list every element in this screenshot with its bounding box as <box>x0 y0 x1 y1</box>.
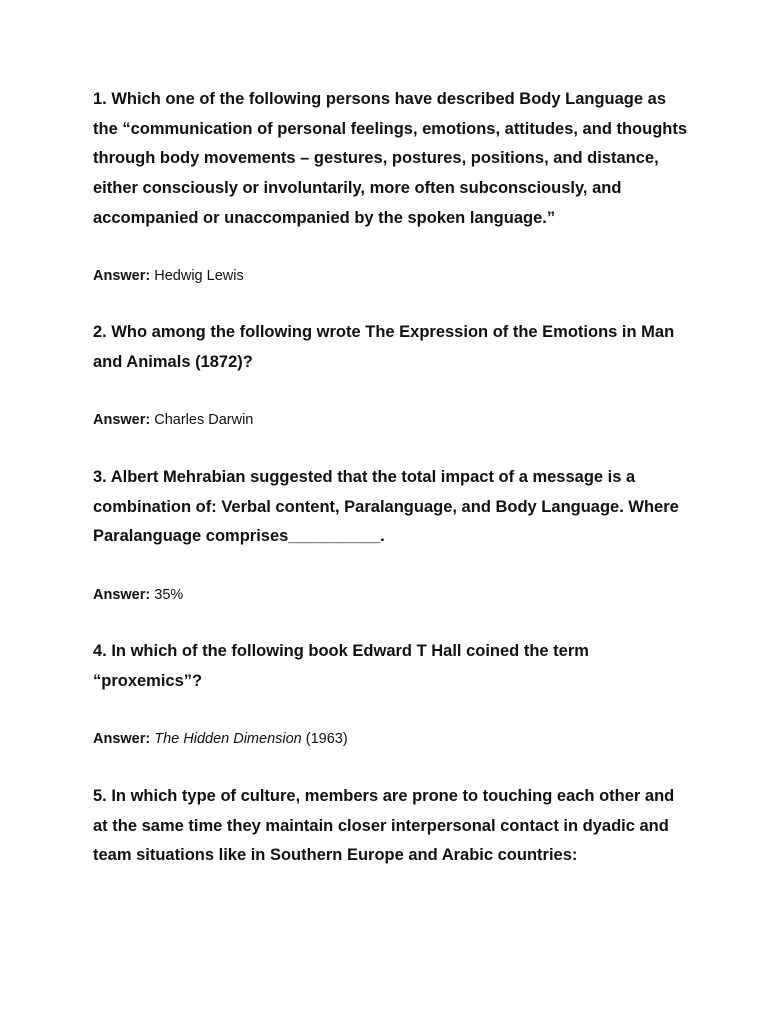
answer-3 <box>93 585 183 605</box>
question-3-text: 3. Albert Mehrabian suggested that the total impact of a message is a combination of: Verbal content, Paralanguage, and Body Language. Where Paralanguage comprises__________. <box>93 468 679 546</box>
question-2 <box>93 318 693 377</box>
question-5-text: 5. In which type of culture, members are prone to touching each other and at the same time they maintain closer interpersonal contact in dyadic and team situations like in Southern Europe and Arabic countries: <box>93 787 675 865</box>
answer-3-label: Answer: <box>93 587 151 603</box>
answer-1-label: Answer: <box>93 268 151 284</box>
answer-2-value: Charles Darwin <box>154 412 254 428</box>
answer-3-value: 35% <box>154 587 184 603</box>
answer-2-label: Answer: <box>93 412 151 428</box>
answer-1-value: Hedwig Lewis <box>154 268 244 284</box>
question-5 <box>93 782 693 871</box>
question-4-text: 4. In which of the following book Edward T Hall coined the term “proxemics”? <box>93 642 589 690</box>
answer-4-book-title: The Hidden Dimension <box>154 731 302 747</box>
answer-4 <box>93 729 348 749</box>
question-4 <box>93 637 693 696</box>
answer-4-year: (1963) <box>301 731 348 747</box>
answer-1 <box>93 266 244 286</box>
answer-2 <box>93 410 253 430</box>
question-1-text: 1. Which one of the following persons have described Body Language as the “communication of personal feelings, emotions, attitudes, and thoughts through body movements – gestures, postures, positions, and distance, either consciously or involuntarily, more often subconsciously, and accompanied or unaccompanied by the spoken language.” <box>93 90 688 227</box>
answer-4-label: Answer: <box>93 731 151 747</box>
question-2-text: 2. Who among the following wrote The Expression of the Emotions in Man and Animals (1872)? <box>93 323 675 371</box>
question-3 <box>93 463 693 552</box>
question-1 <box>93 85 693 234</box>
